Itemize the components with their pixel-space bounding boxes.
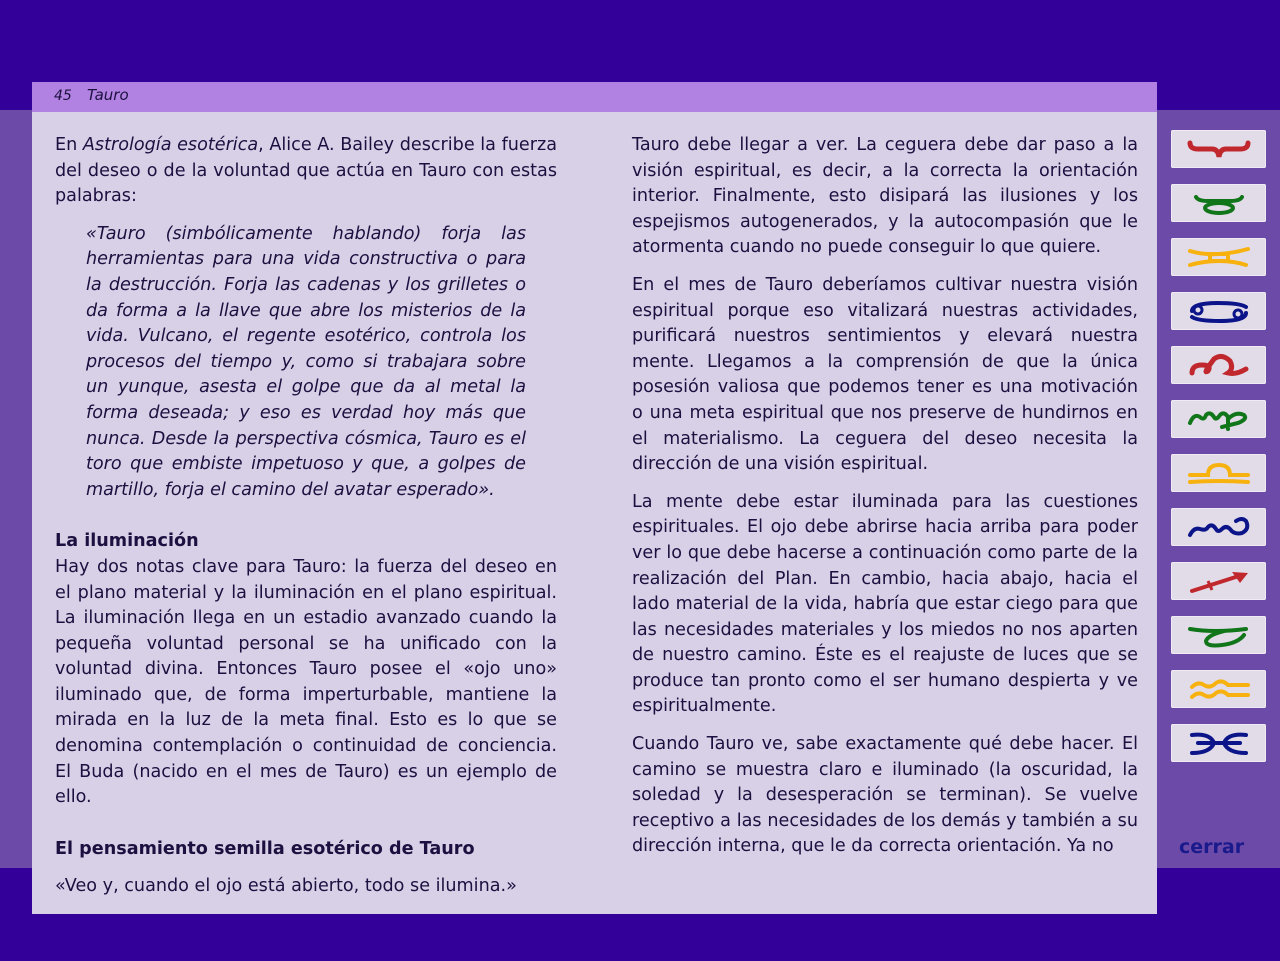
sign-button-virgo[interactable] bbox=[1171, 400, 1266, 438]
sign-button-escorpio[interactable] bbox=[1171, 508, 1266, 546]
leo-icon bbox=[1184, 351, 1254, 379]
cancer-icon bbox=[1184, 297, 1254, 325]
libra-icon bbox=[1184, 459, 1254, 487]
sign-button-capricornio[interactable] bbox=[1171, 616, 1266, 654]
sign-button-geminis[interactable] bbox=[1171, 238, 1266, 276]
pisces-icon bbox=[1184, 729, 1254, 757]
book-title: Astrología esotérica bbox=[82, 135, 259, 155]
spacer bbox=[55, 503, 557, 529]
bailey-quote: «Tauro (simbólicamente hablando) forja las herramientas para una vida constructiva o para la destrucción. Forja las cadenas y los grilletes o da forma a la llave que abre los misterios de la vida. Vulcano, el regente esotérico, controla los procesos del tiempo y, como si trabajara sobre un yunque, asesta el golpe que da al metal la forma deseada; y eso es verdad hoy más que nunca. Desde la perspectiva cósmica, Tauro es el toro que embiste impetuoso y que, a golpes de martillo, forja el camino del avatar esperado». bbox=[86, 223, 526, 500]
sign-button-acuario[interactable] bbox=[1171, 670, 1266, 708]
sign-button-aries[interactable] bbox=[1171, 130, 1266, 168]
page-title: Tauro bbox=[87, 86, 129, 104]
book-page bbox=[32, 82, 1157, 914]
section-heading-seed-thought: El pensamiento semilla esotérico de Tauro bbox=[55, 838, 475, 859]
page-number: 45 bbox=[54, 88, 72, 104]
intro-paragraph bbox=[55, 133, 557, 210]
sign-button-sagitario[interactable] bbox=[1171, 562, 1266, 600]
paragraph: Cuando Tauro ve, sabe exactamente qué debe hacer. El camino se muestra claro e iluminado (la oscuridad, la soledad y la desesperación se terminan). Se vuelve receptivo a las necesidades de los demás y también a su dirección interna, que le da correcta orientación. Ya no bbox=[632, 734, 1138, 857]
aquarius-icon bbox=[1184, 675, 1254, 703]
paragraph: La mente debe estar iluminada para las cuestiones espirituales. El ojo debe abrirse hacia arriba para poder ver lo que debe hacerse a continuación como parte de la realización del Plan. En cambio, hacia abajo, hacia el lado material de la vida, habría que estar ciego para que las necesidades materiales y los miedos no nos aparten de nuestro camino. Éste es el reajuste de luces que se produce tan pronto como el ser humano despierta y ve espiritualmente. bbox=[632, 491, 1138, 717]
seed-thought-text: «Veo y, cuando el ojo está abierto, todo se ilumina.» bbox=[55, 876, 517, 897]
virgo-icon bbox=[1184, 405, 1254, 433]
sagittarius-icon bbox=[1184, 567, 1254, 595]
taurus-icon bbox=[1184, 189, 1254, 217]
section-text-iluminacion: Hay dos notas clave para Tauro: la fuerza del deseo en el plano material y la iluminación en el plano espiritual. La iluminación llega en un estadio avanzado cuando la pequeña voluntad personal se ha unificado con la voluntad divina. Entonces Tauro posee el «ojo uno» iluminado que, de forma imperturbable, mantiene la mirada en la luz de la meta final. Esto es lo que se denomina contemplación o continuidad de conciencia. El Buda (nacido en el mes de Tauro) es un ejemplo de ello. bbox=[55, 556, 557, 808]
left-column bbox=[55, 133, 557, 900]
sign-button-leo[interactable] bbox=[1171, 346, 1266, 384]
aries-icon bbox=[1184, 135, 1254, 163]
sign-button-cancer[interactable] bbox=[1171, 292, 1266, 330]
sign-button-piscis[interactable] bbox=[1171, 724, 1266, 762]
spacer bbox=[55, 811, 557, 837]
capricorn-icon bbox=[1184, 621, 1254, 649]
gemini-icon bbox=[1184, 243, 1254, 271]
intro-rest: , Alice A. Bailey describe la fuerza del deseo o de la voluntad que actúa en Tauro con estas palabras: bbox=[55, 135, 557, 207]
right-column bbox=[632, 133, 1138, 860]
spacer bbox=[55, 862, 557, 874]
page-header bbox=[32, 82, 1157, 112]
paragraph: Tauro debe llegar a ver. La ceguera debe dar paso a la visión espiritual, es decir, a la correcta la orientación interior. Finalmente, esto disipará las ilusiones y los espejismos autogenerados, y la autocompasión que le atormenta cuando no puede conseguir lo que quiere. bbox=[632, 135, 1138, 258]
intro-prefix: En bbox=[55, 135, 83, 155]
sign-button-tauro[interactable] bbox=[1171, 184, 1266, 222]
paragraph: En el mes de Tauro deberíamos cultivar nuestra visión espiritual porque eso vitalizará nuestras actividades, purificará nuestros sentimientos y elevará nuestra mente. Llegamos a la comprensión de que la única posesión valiosa que podemos tener es una motivación o una meta espiritual que nos preserve de hundirnos en el materialismo. La ceguera del deseo necesita la dirección de una visión espiritual. bbox=[632, 274, 1138, 475]
close-link[interactable]: cerrar bbox=[1179, 836, 1245, 858]
section-heading-iluminacion: La iluminación bbox=[55, 531, 199, 552]
sign-button-libra[interactable] bbox=[1171, 454, 1266, 492]
scorpio-icon bbox=[1184, 513, 1254, 541]
